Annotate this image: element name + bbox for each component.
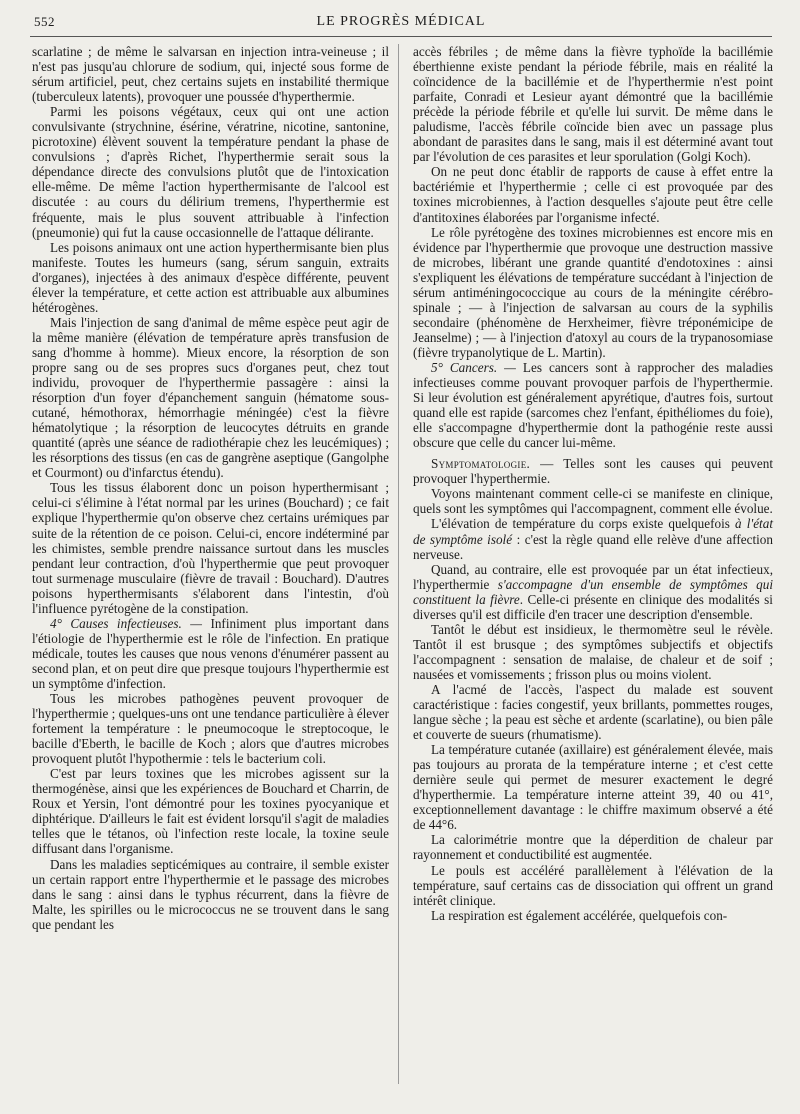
emphasis: s'accompagne d'un ensemble de symptômes qui constituent la fièvre [413, 576, 774, 607]
page-number: 552 [34, 14, 55, 29]
paragraph-text: : c'est la règle quand elle relève d'une affection nerveuse. [413, 531, 773, 562]
paragraph-section-cancers [413, 360, 773, 450]
paragraph-text: Telles sont les causes qui peuvent provoquer l'hyperthermie. [413, 456, 774, 487]
section-heading: 4° Causes infectieuses. — [50, 615, 202, 631]
paragraph: scarlatine ; de même le salvarsan en injection intra-veineuse ; il n'est pas jusqu'au chlorure de sodium, qui, injecté sous forme de sérum artificiel, peut, chez certains sujets en instabilité thermique (tuberculeux latents), provoquer une poussée d'hyperthermie. [32, 44, 389, 105]
paragraph-text: . Celle-ci présente en clinique des modalités si diverses qu'il est difficile d'en tracer une description d'ensemble. [413, 591, 773, 622]
paragraph: On ne peut donc établir de rapports de cause à effet entre la bactériémie et l'hyperthermie ; celle ci est provoquée par des toxines microbiennes, à l'action desquelles s'ajoute peut être celle d'antitoxines élaborées par l'organisme infecté. [413, 164, 773, 225]
section-heading: Symptomatologie. — [431, 456, 554, 472]
paragraph: Mais l'injection de sang d'animal de même espèce peut agir de la même manière (élévation de température après transfusion de sang d'homme à homme). Mieux encore, la résorption de son propre sang ou de ses propres sucs d'organes peut, chez tout individu, provoquer de l'hyperthermie passagère : ainsi la résorption d'un foyer d'épanchement sanguin (hématome sous-cutané, hémothorax, hémorrhagie méningée) c'est la fièvre hématolytique ; la résorption de leucocytes détruits en grande quantité (après une séance de radiothérapie chez les leucémiques) ; les résorptions des tissus (en cas de gangrène aseptique (Gangolphe et Courmont) ou d'infarctus étendu). [32, 314, 389, 481]
right-column [413, 44, 773, 923]
paragraph-text: L'élévation de température du corps existe quelquefois [431, 516, 736, 532]
paragraph: Le pouls est accéléré parallèlement à l'élévation de la température, sauf certains cas de dissociation qui offrent un grand intérêt clinique. [413, 862, 773, 908]
left-column [32, 44, 389, 932]
paragraph-text: Les cancers sont à rapprocher des maladies infectieuses comme pouvant provoquer parfois de l'hyperthermie. Si leur évolution est généralement apyrétique, d'autres fois, surtout quand elle est rapide (sarcomes chez l'enfant, épithéliomes du foie), elle s'accompagne d'hyperthermie dont la pathogénie reste aussi obscure que celle du cancer lui-même. [413, 359, 773, 451]
paragraph: La calorimétrie montre que la déperdition de chaleur par rayonnement et conductibilité est augmentée. [413, 832, 773, 863]
paragraph-text: Infiniment plus important dans l'étiologie de l'hyperthermie est le rôle de l'infection. En pratique médicale, toutes les causes que nous venons d'énumérer passent au second plan, et on peut dire que presque toujours l'hyperthermie est un symptôme d'infection. [32, 615, 389, 691]
paragraph: La température cutanée (axillaire) est généralement élevée, mais pas toujours au prorata de la température interne ; et c'est cette dernière seule qui permet de mesurer exactement le degré d'hyperthermie. La température interne atteint 39, 40 ou 41°, exceptionnellement davantage : le chiffre maximum observé a été de 44°6. [413, 742, 773, 833]
paragraph: Tous les tissus élaborent donc un poison hyperthermisant ; celui-ci s'élimine à l'état normal par les urines (Bouchard) ; ce fait explique l'hyperthermie qu'on observe chez certains urémiques par suite de la rétention de ce poison. Celui-ci, encore indéterminé par les chimistes, semble prendre naissance surtout dans les muscles pendant leur contraction, d'où l'hyperthermie que peut provoquer tout surmenage musculaire (fièvre de travail : Bouchard). D'autres poisons hyperthermisants s'élaborent dans l'intestin, d'où l'influence pyrétogène de la constipation. [32, 480, 389, 616]
paragraph-section-symptomatology [413, 456, 773, 486]
paragraph [413, 562, 773, 622]
section-heading: 5° Cancers. — [431, 359, 516, 375]
header-rule [30, 36, 772, 37]
paragraph: La respiration est également accélérée, quelquefois con- [431, 907, 728, 923]
paragraph [413, 516, 773, 561]
running-title: LE PROGRÈS MÉDICAL [316, 14, 486, 29]
paragraph: Parmi les poisons végétaux, ceux qui ont une action convulsivante (strychnine, ésérine, vératrine, nicotine, santonine, picrotoxine) élèvent souvent la température pendant la phase de convulsions ; d'après Richet, l'hyperthermie serait sous la dépendance directe des convulsions plutôt que de l'intoxication elle-même. De même l'action hyperthermisante de l'alcool est discutée : au cours du délirium tremens, l'hyperthermie est fréquente, mais le plus souvent attribuable à l'infection (pneumonie) qui fut la cause occasionnelle de l'attaque délirante. [32, 104, 389, 240]
paragraph: Voyons maintenant comment celle-ci se manifeste en clinique, quels sont les symptômes qui l'accompagnent, comment elle évolue. [413, 486, 773, 517]
paragraph: Dans les maladies septicémiques au contraire, il semble exister un certain rapport entre l'hyperthermie et le passage des microbes dans le sang : ainsi dans le typhus récurrent, dans la fièvre de Malte, les spirilles ou le micrococcus ne se trouvent dans le sang que pendant les [32, 856, 389, 932]
paragraph: C'est par leurs toxines que les microbes agissent sur la thermogénèse, ainsi que les expériences de Bouchard et Charrin, de Roux et Yersin, l'ont démontré pour les toxines pyocyanique et diphtérique. D'ailleurs le fait est évident lorsqu'il s'agit de maladies telles que le tétanos, où l'infection reste locale, la toxine seule diffusant dans l'organisme. [32, 766, 389, 857]
paragraph: Les poisons animaux ont une action hyperthermisante bien plus manifeste. Toutes les humeurs (sang, sérum sanguin, extraits d'organes), injectées à des animaux d'espèce différente, peuvent élever la température, et cette action est attribuable aux albumines hétérogènes. [32, 239, 389, 315]
page-header [30, 14, 772, 32]
paragraph-text: Quand, au contraire, elle est provoquée par un état infectieux, l'hyperthermie [413, 561, 773, 592]
paragraph: A l'acmé de l'accès, l'aspect du malade est souvent caractéristique : facies congestif, yeux brillants, pommettes rouges, langue sèche ; la peau est sèche et ardente (scarlatine), ou bien pâle et couverte de sueurs (rhumatisme). [413, 681, 773, 743]
emphasis: à l'état de symptôme isolé [413, 516, 773, 547]
paragraph: Le rôle pyrétogène des toxines microbiennes est encore mis en évidence par l'hyperthermie que provoque une destruction massive de microbes, libérant une grande quantité d'endotoxines : ainsi s'expliquent les élévations de température succédant à l'injection de sérum antiméningococcique au cours de la méningite cérébro-spinale ; — à l'injection de salvarsan au cours de la syphilis secondaire (phénomène de Herxheimer, fièvre tréponémicipe de Jeanselme) ; — à l'injection d'atoxyl au cours de la trypanosomiase (fièvre trypanolytique de L. Martin). [413, 224, 773, 360]
paragraph: Tantôt le début est insidieux, le thermomètre seul le révèle. Tantôt il est brusque ; des symptômes subjectifs et objectifs l'accompagnent : sensation de malaise, de chaleur et de soif ; nausées et vomissements ; frisson plus ou moins violent. [413, 621, 773, 682]
paragraph-section-infectious [32, 616, 389, 691]
column-divider [398, 44, 399, 1084]
paragraph: Tous les microbes pathogènes peuvent provoquer de l'hyperthermie ; quelques-uns ont une tendance particulière à élever fortement la température : le pneumocoque le streptocoque, le bacille d'Eberth, le bacille de Koch ; alors que d'autres microbes provoquent plutôt l'hypothermie : tels le bacterium coli. [32, 691, 389, 767]
paragraph: accès fébriles ; de même dans la fièvre typhoïde la bacillémie éberthienne existe pendant la période fébrile, mais en réalité la coïncidence de la bacillémie et de l'hyperthermie n'est point parfaite, Conradi et Lesieur ayant démontré que la bacillémie précède la période fébrile et qu'elle lui survit. De même dans le paludisme, l'accès fébrile coïncide bien avec un passage plus abondant de parasites dans le sang, mais il est déterminé avant tout par l'évolution de ces parasites et leur sporulation (Golgi Koch). [413, 44, 773, 165]
